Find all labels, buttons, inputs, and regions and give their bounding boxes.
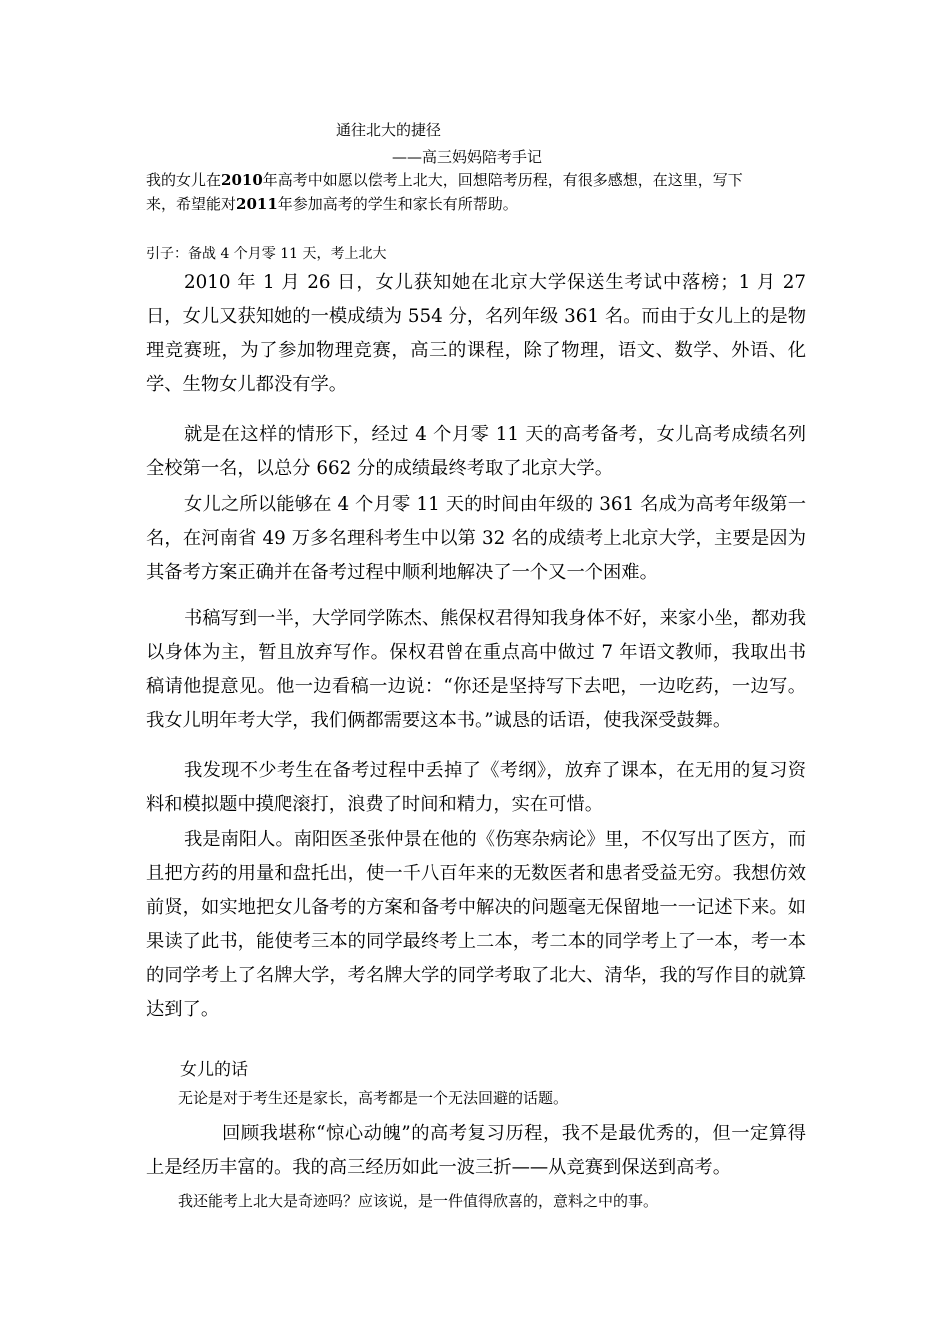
body-paragraph: 就是在这样的情形下，经过 4 个月零 11 天的高考备考，女儿高考成绩名列全校第一名，以总分 662 分的成绩最终考取了北京大学。 — [146, 424, 806, 479]
document-title: 通往北大的捷径 — [336, 121, 442, 139]
intro-year: 2010 — [221, 171, 263, 189]
body-paragraph: 2010 年 1 月 26 日，女儿获知她在北京大学保送生考试中落榜；1 月 27 日，女儿又获知她的一模成绩为 554 分，名列年级 361 名。而由于女儿上的是物理竞赛班，为了参加物理竞赛，高三的课程，除了物理，语文、数学、外语、化学、生物女儿都没有学。 — [146, 272, 806, 395]
section-line: 无论是对于考生还是家长，高考都是一个无法回避的话题。 — [178, 1089, 569, 1107]
body-paragraph: 书稿写到一半，大学同学陈杰、熊保权君得知我身体不好，来家小坐，都劝我以身体为主，暂且放弃写作。保权君曾在重点高中做过 7 年语文教师，我取出书稿请他提意见。他一边看稿一边说：“你还是坚持写下去吧，一边吃药，一边写。我女儿明年考大学，我们俩都需要这本书。”诚恳的话语，使我深受鼓舞。 — [146, 608, 806, 731]
intro-text: 年高考中如愿以偿考上北大，回想陪考历程，有很多感想，在这里，写下 — [262, 171, 743, 189]
intro-text: 我的女儿在 — [146, 171, 222, 189]
section-heading: 女儿的话 — [180, 1060, 248, 1080]
body-paragraph: 我发现不少考生在备考过程中丢掉了《考纲》，放弃了课本，在无用的复习资料和模拟题中摸爬滚打，浪费了时间和精力，实在可惜。 — [146, 760, 806, 815]
body-paragraph: 我是南阳人。南阳医圣张仲景在他的《伤寒杂病论》里，不仅写出了医方，而且把方药的用量和盘托出，使一千八百年来的无数医者和患者受益无穷。我想仿效前贤，如实地把女儿备考的方案和备考中解决的问题毫无保留地一一记述下来。如果读了此书，能使考三本的同学最终考上二本，考二本的同学考上了一本，考一本的同学考上了名牌大学，考名牌大学的同学考取了北大、清华，我的写作目的就算达到了。 — [146, 829, 806, 1020]
intro-line-2 — [146, 193, 518, 214]
section-line: 我还能考上北大是奇迹吗？应该说，是一件值得欣喜的，意料之中的事。 — [178, 1192, 659, 1210]
intro-text: 来，希望能对 — [146, 195, 237, 213]
body-paragraph: 女儿之所以能够在 4 个月零 11 天的时间由年级的 361 名成为高考年级第一名，在河南省 49 万多名理科考生中以第 32 名的成绩考上北京大学，主要是因为其备考方案正确并在备考过程中顺利地解决了一个又一个困难。 — [146, 494, 806, 583]
intro-line-1 — [146, 169, 743, 190]
document-subtitle: ——高三妈妈陪考手记 — [392, 148, 543, 166]
section-paragraph: 回顾我堪称“惊心动魄”的高考复习历程，我不是最优秀的，但一定算得上是经历丰富的。我的高三经历如此一波三折——从竞赛到保送到高考。 — [146, 1123, 806, 1178]
intro-year: 2011 — [236, 195, 278, 213]
intro-text: 年参加高考的学生和家长有所帮助。 — [277, 195, 518, 213]
lead-heading: 引子：备战 4 个月零 11 天，考上北大 — [146, 246, 387, 262]
